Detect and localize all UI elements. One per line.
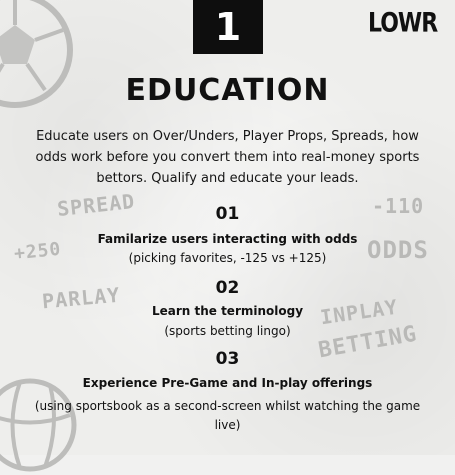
bg-word-minus110: -110 <box>372 194 425 218</box>
bg-word-betting: BETTING <box>316 321 420 364</box>
intro-text: Educate users on Over/Unders, Player Props, Spreads, how odds work before you convert them into real-money sports bettors. Qualify and educate your leads. <box>35 129 420 186</box>
section-desc-1: (picking favorites, -125 vs +125) <box>128 251 327 265</box>
section-heading-2: Learn the terminology <box>151 304 304 318</box>
bg-word-spread: SPREAD <box>55 188 137 222</box>
bg-word-inplay: INPLAY <box>318 294 400 330</box>
section-number-2: 02 <box>215 278 240 298</box>
section-heading-3: Experience Pre-Game and In-play offerings <box>82 376 373 390</box>
section-number-1: 01 <box>215 204 240 224</box>
step-number-badge: 1 <box>193 0 263 54</box>
section-heading-1: Familarize users interacting with odds <box>97 232 358 246</box>
bg-word-odds: ODDS <box>367 236 429 264</box>
bg-word-plus250: +250 <box>13 238 63 265</box>
section-desc-3: (using sportsbook as a second-screen whilst watching the game live) <box>34 399 421 432</box>
page-title: EDUCATION <box>125 73 330 108</box>
section-number-3: 03 <box>215 349 240 369</box>
bg-word-parlay: PARLAY <box>41 282 122 314</box>
section-desc-2: (sports betting lingo) <box>164 324 291 338</box>
brand-logo: LOWR <box>368 8 438 39</box>
